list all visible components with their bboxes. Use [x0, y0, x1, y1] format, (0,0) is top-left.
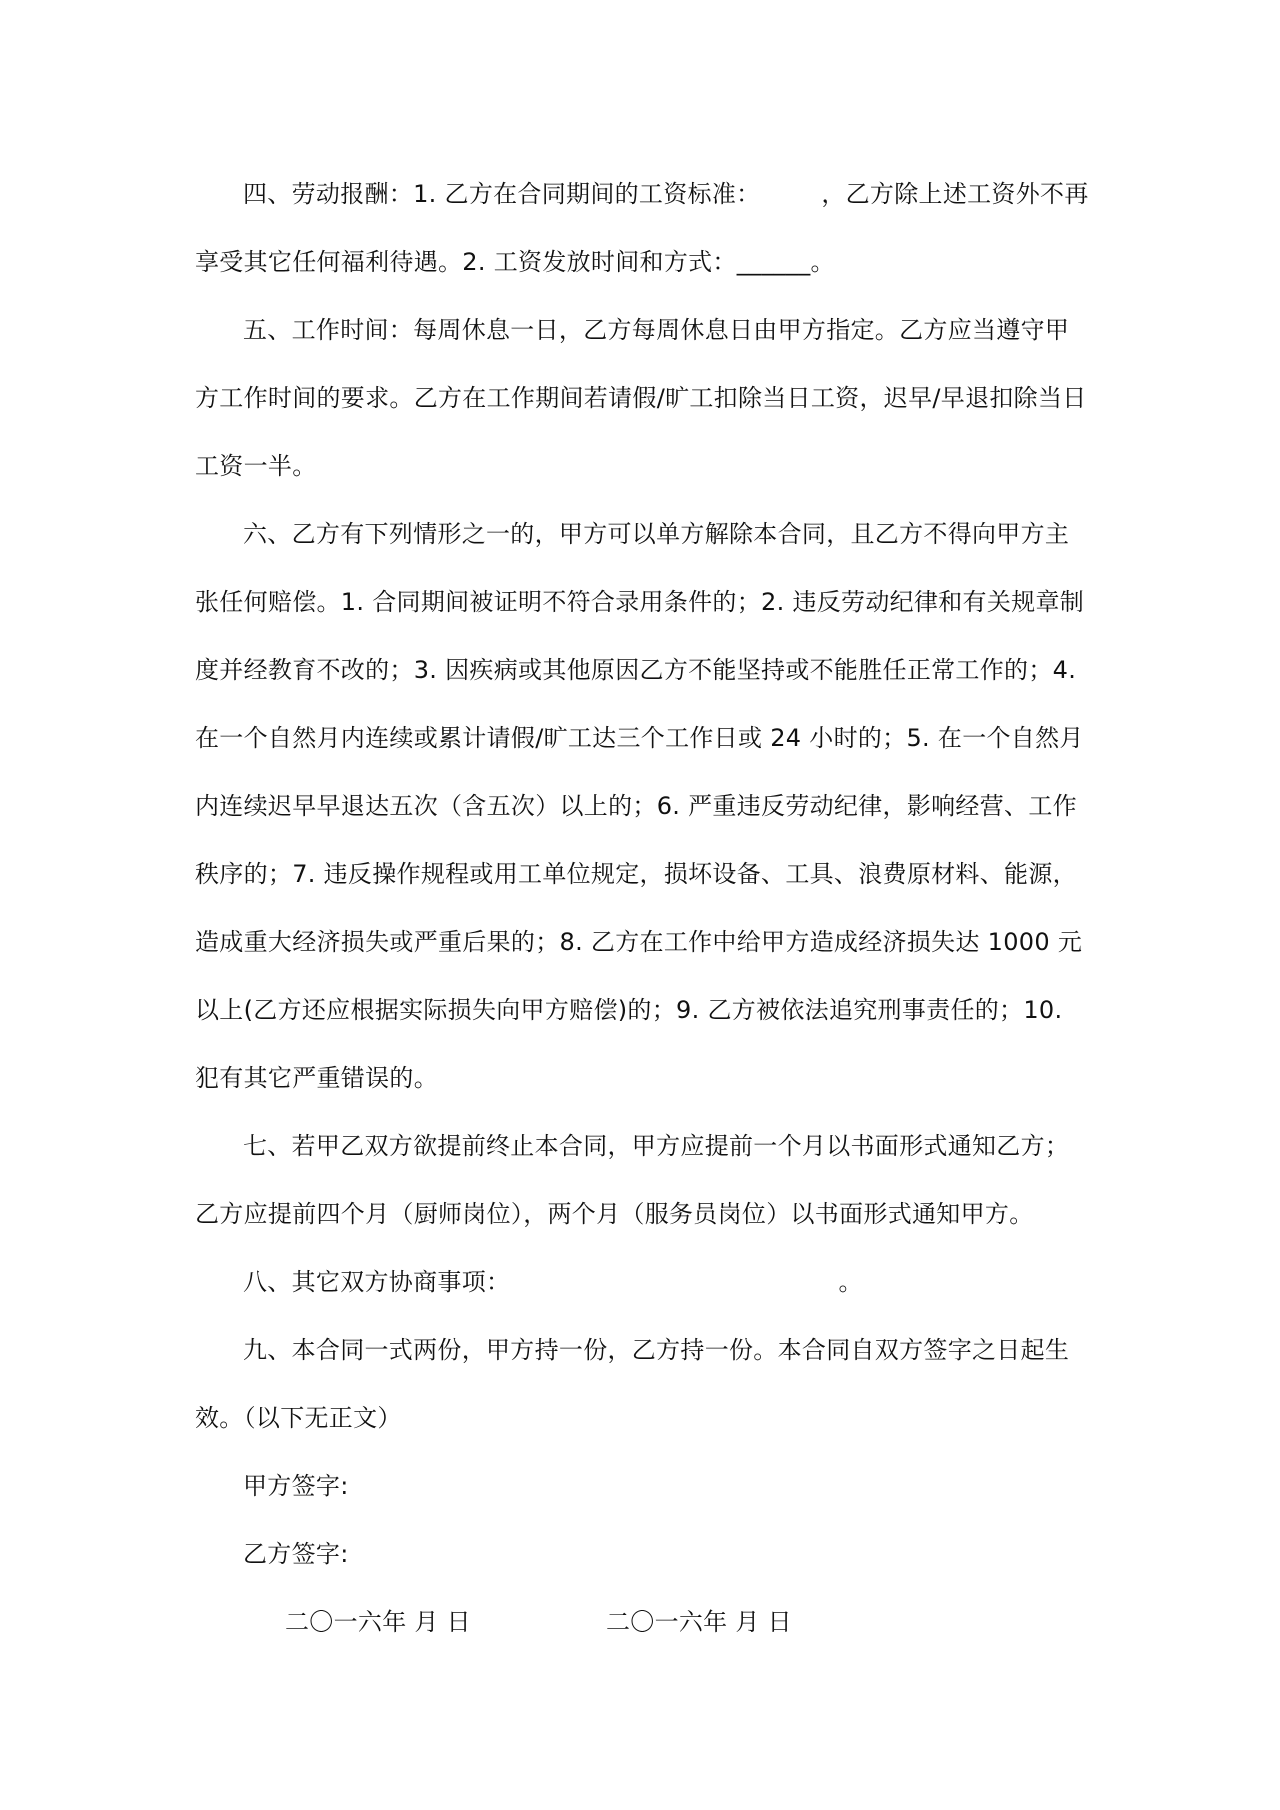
clause-nine: 九、本合同一式两份，甲方持一份，乙方持一份。本合同自双方签字之日起生效。（以下无正文）: [195, 1336, 1070, 1432]
signature-dates: [195, 1588, 1090, 1656]
party-a-signature-label: 甲方签字:: [243, 1472, 349, 1500]
contract-body: [195, 160, 1090, 1656]
clause-seven: 七、若甲乙双方欲提前终止本合同，甲方应提前一个月以书面形式通知乙方；乙方应提前四个月（厨师岗位），两个月（服务员岗位）以书面形式通知甲方。: [195, 1132, 1070, 1228]
party-b-signature-label: 乙方签字:: [243, 1540, 349, 1568]
date-left: 二〇一六年 月 日: [285, 1608, 471, 1636]
clause-six: 六、乙方有下列情形之一的，甲方可以单方解除本合同，且乙方不得向甲方主张任何赔偿。1. 合同期间被证明不符合录用条件的；2. 违反劳动纪律和有关规章制度并经教育不改的；3. 因疾病或其他原因乙方不能坚持或不能胜任正常工作的；4. 在一个自然月内连续或累计请假/旷工达三个工作日或 24 小时的；5. 在一个自然月内连续迟早早退达五次（含五次）以上的；6. 严重违反劳动纪律，影响经营、工作秩序的；7. 违反操作规程或用工单位规定，损坏设备、工具、浪费原材料、能源，造成重大经济损失或严重后果的；8. 乙方在工作中给甲方造成经济损失达 1000 元以上(乙方还应根据实际损失向甲方赔偿)的；9. 乙方被依法追究刑事责任的；10. 犯有其它严重错误的。: [195, 520, 1085, 1092]
clause-eight: 八、其它双方协商事项： 。: [243, 1268, 863, 1296]
clause-five: 五、工作时间：每周休息一日，乙方每周休息日由甲方指定。乙方应当遵守甲方工作时间的要求。乙方在工作期间若请假/旷工扣除当日工资，迟早/早退扣除当日工资一半。: [195, 316, 1087, 480]
date-right: 二〇一六年 月 日: [605, 1608, 792, 1636]
clause-four: 四、劳动报酬：1. 乙方在合同期间的工资标准： ，乙方除上述工资外不再享受其它任何福利待遇。2. 工资发放时间和方式：______。: [195, 180, 1089, 276]
